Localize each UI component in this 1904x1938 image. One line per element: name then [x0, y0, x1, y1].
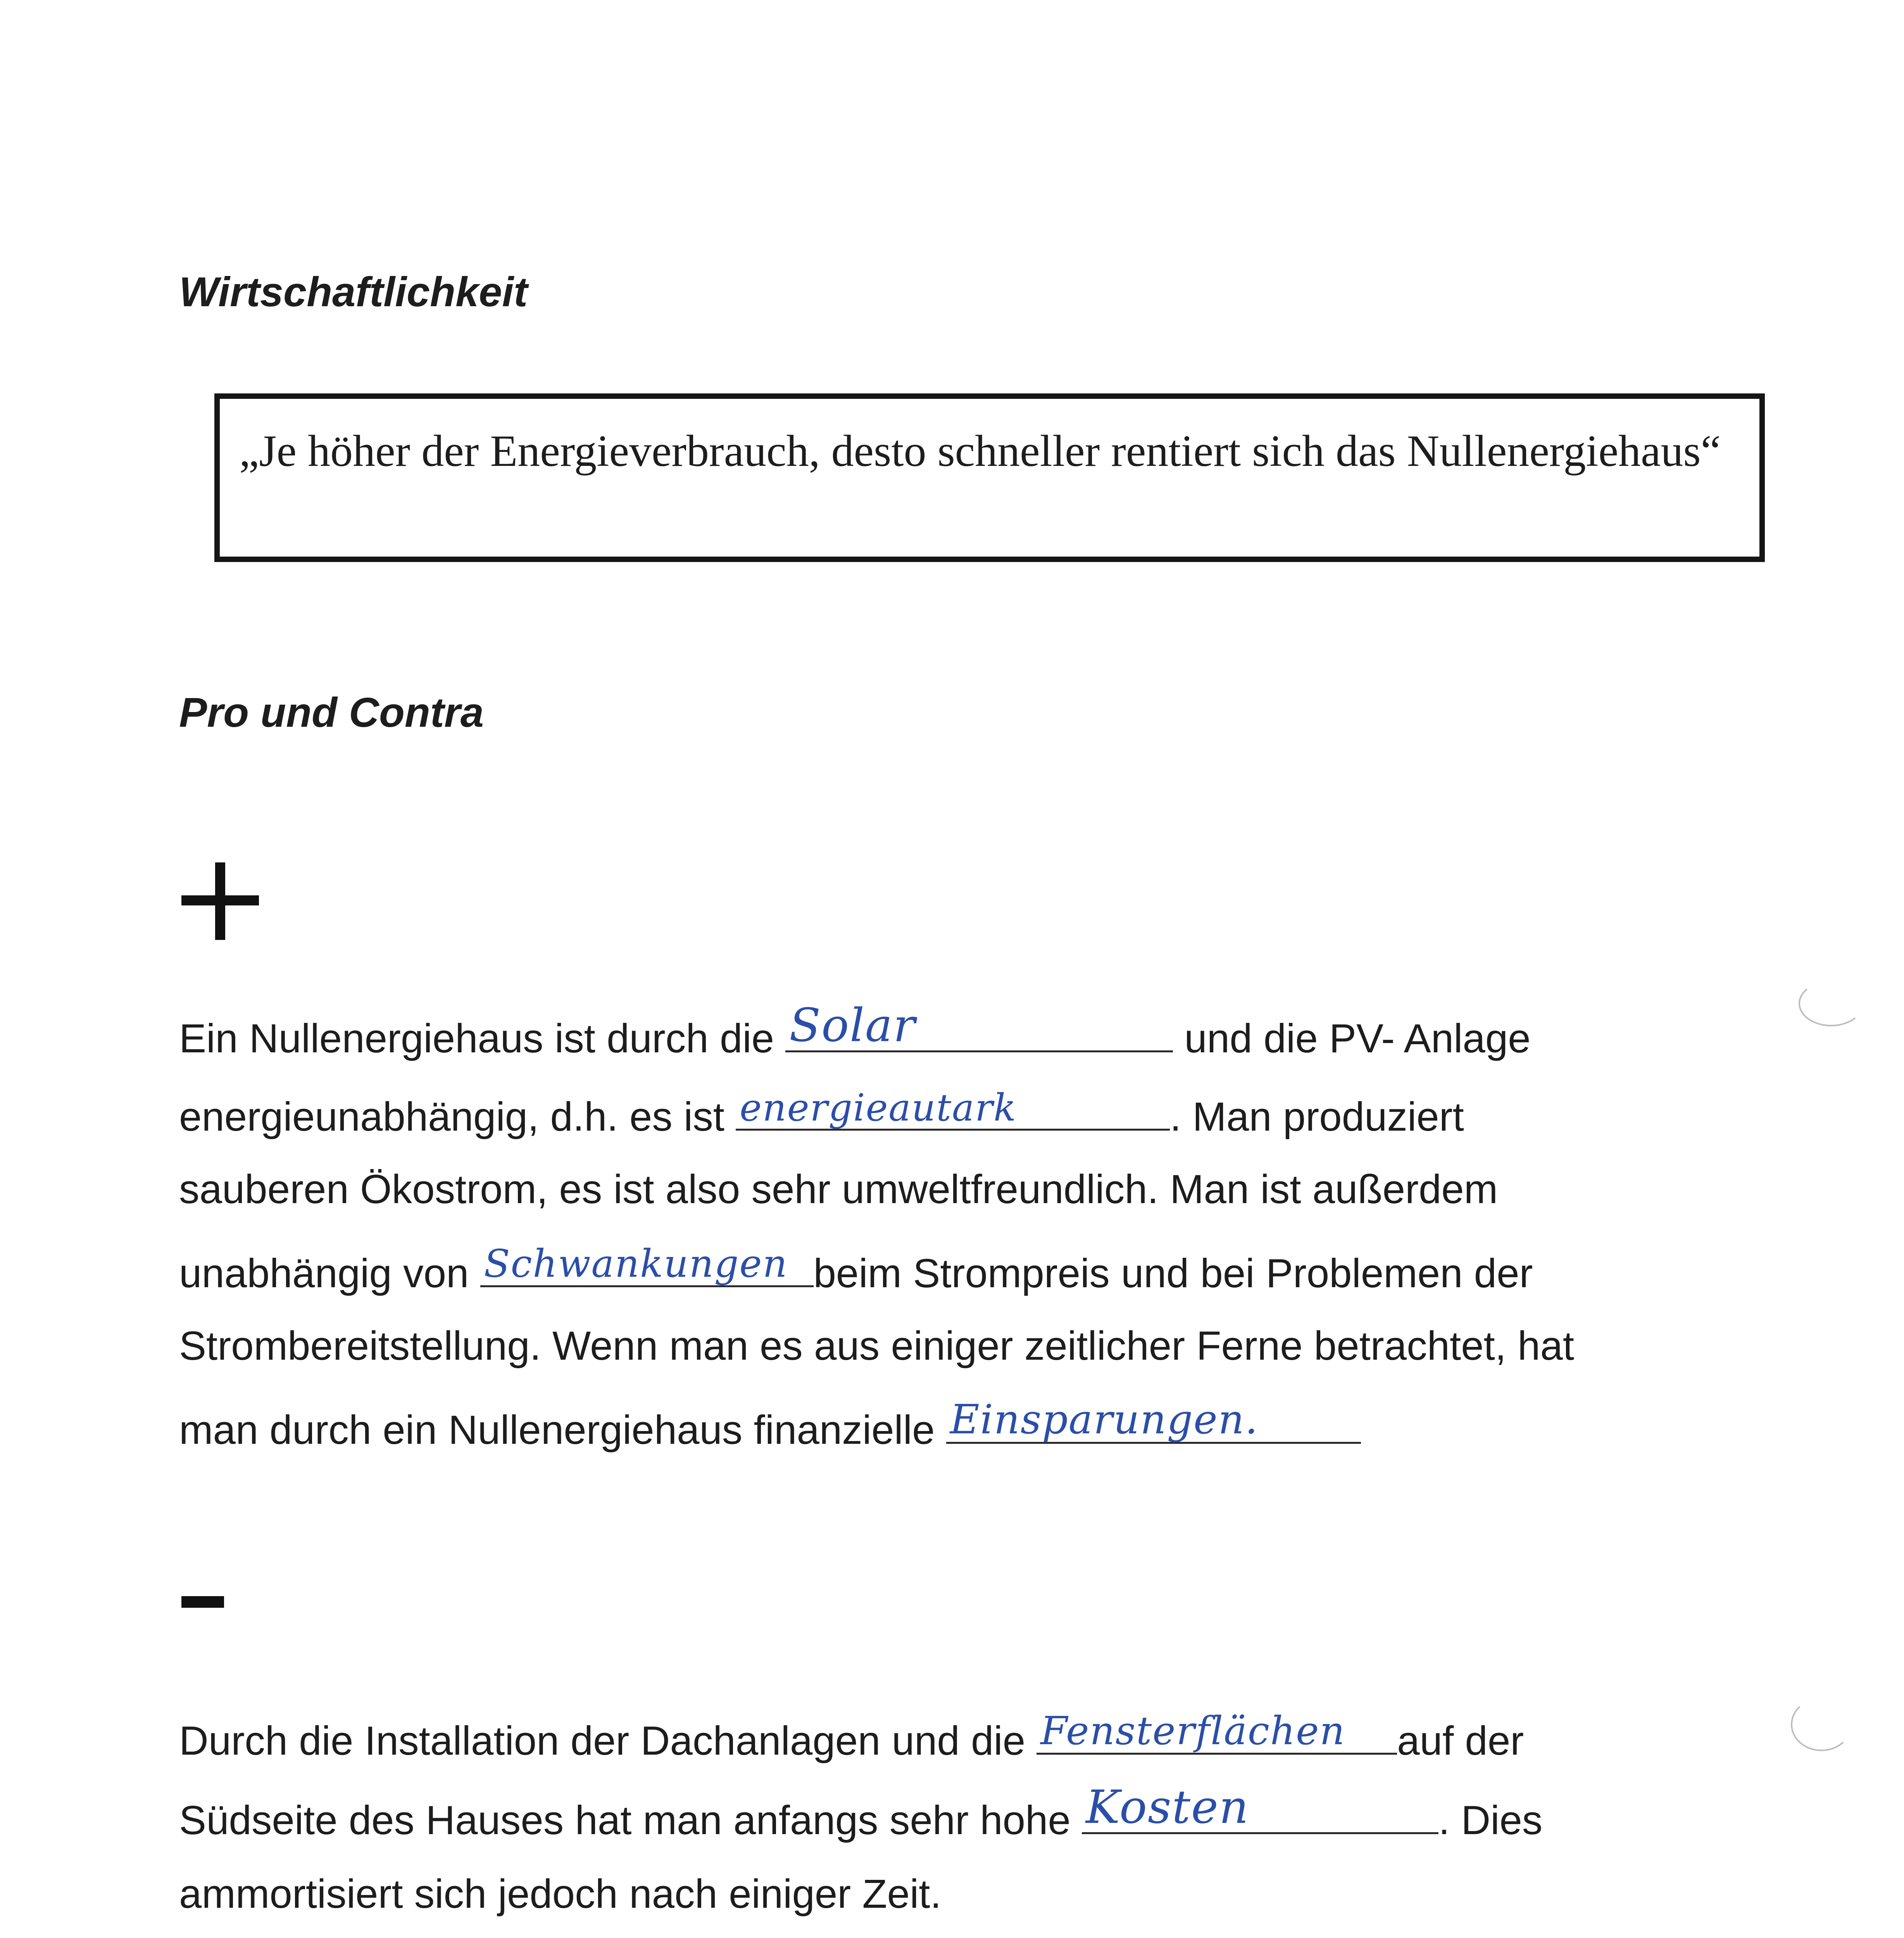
quote-text: „Je höher der Energieverbrauch, desto schneller rentiert sich das Nullenergiehaus“: [239, 426, 1721, 476]
pro-line-3: sauberen Ökostrom, es ist also sehr umweltfreundlich. Man ist außerdem: [179, 1167, 1498, 1212]
handwritten-answer: Fensterflächen: [1040, 1708, 1345, 1754]
pro-line-1: Ein Nullenergiehaus ist durch die Solar und die PV- Anlage: [179, 998, 1531, 1061]
blank-field-1: [785, 998, 1173, 1052]
pro-line-4: unabhängig von Schwankungen beim Strompreis und bei Problemen der: [179, 1242, 1533, 1296]
minus-sign: [181, 1596, 224, 1608]
blank-field-3: [480, 1243, 814, 1287]
contra-line-1: Durch die Installation der Dachanlagen und die Fensterflächen auf der: [179, 1708, 1524, 1764]
handwritten-answer: Kosten: [1086, 1780, 1249, 1834]
plus-sign: [181, 862, 259, 940]
blank-field-4: [946, 1396, 1361, 1444]
page-title: Wirtschaftlichkeit: [179, 268, 528, 315]
handwritten-answer: Schwankungen: [484, 1242, 788, 1286]
blank-field-5: [1037, 1710, 1397, 1755]
handwritten-answer: Solar: [789, 998, 916, 1052]
contra-line-3: ammortisiert sich jedoch nach einiger Zeit.: [179, 1871, 942, 1917]
blank-field-6: [1082, 1780, 1438, 1834]
contra-paragraph: [179, 1710, 1807, 1938]
pro-line-6: man durch ein Nullenergiehaus finanzielle Einsparungen.: [179, 1399, 1361, 1450]
pro-paragraph: [179, 998, 1807, 1473]
scan-edge-mark: [1791, 1698, 1852, 1751]
handwritten-answer: Einsparungen.: [950, 1396, 1259, 1443]
pro-line-2: energieunabhängig, d.h. es ist energieautark . Man produziert: [179, 1086, 1464, 1140]
pro-contra-heading: Pro und Contra: [179, 689, 484, 736]
contra-line-2: Südseite des Hauses hat man anfangs sehr hohe Kosten . Dies: [179, 1780, 1543, 1843]
blank-field-2: [736, 1086, 1170, 1131]
quote-box: [214, 393, 1765, 562]
scan-edge-mark: [1799, 981, 1864, 1026]
pro-line-5: Strombereitstellung. Wenn man es aus einiger zeitlicher Ferne betrachtet, hat: [179, 1323, 1575, 1369]
handwritten-answer: energieautark: [740, 1086, 1017, 1129]
